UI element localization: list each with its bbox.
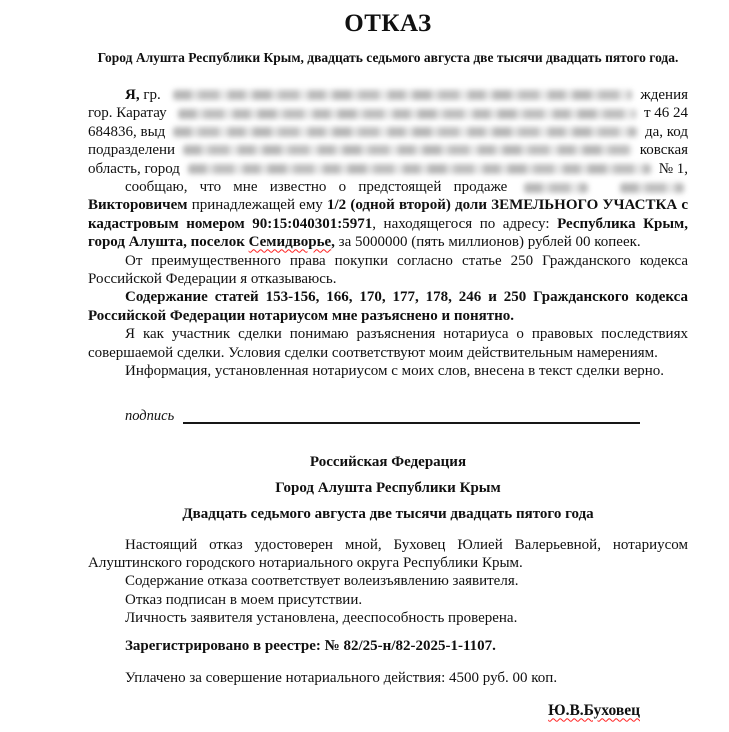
text-segment: принадлежащей ему <box>187 197 327 214</box>
identity-line <box>88 104 688 122</box>
text-segment: № 1, <box>658 160 688 177</box>
signature-label: подпись <box>125 407 175 424</box>
text-segment: Викторовичем <box>88 197 188 214</box>
text-segment: , находящегося по адресу: <box>372 215 558 232</box>
content-statement: Содержание отказа соответствует волеизъявлению заявителя. <box>125 573 519 590</box>
text-segment: за 5000000 (пять миллионов) рублей 00 копеек. <box>334 234 641 251</box>
text-segment: гр. <box>139 87 165 103</box>
redacted-text <box>183 145 632 155</box>
identity-verified-statement: Личность заявителя установлена, дееспособность проверена. <box>125 610 518 627</box>
text-segment: Семидворье <box>248 234 332 251</box>
text-segment: да, код <box>644 123 688 140</box>
identity-line <box>88 86 688 104</box>
text-segment <box>688 179 692 195</box>
text-segment: Я, <box>125 87 140 103</box>
text-segment: т 46 24 <box>643 105 688 122</box>
registry-number-line: Зарегистрировано в реестре: № 82/25-н/82-2025-1-1107. <box>125 637 496 654</box>
identity-line <box>88 160 688 178</box>
certification-date: Двадцать седьмого августа две тысячи двадцать пятого года <box>182 505 594 522</box>
text-segment: гор. Каратау <box>88 105 171 122</box>
place-date-line: Город Алушта Республики Крым, двадцать седьмого августа две тысячи двадцать пятого года. <box>97 50 679 65</box>
document-title: ОТКАЗ <box>344 10 432 37</box>
signature-line <box>183 408 640 424</box>
text-segment: 1/2 (одной второй) доли ЗЕМЕЛЬНОГО УЧАСТКА с кадастровым номером 90:15:040301:5971 <box>88 197 692 232</box>
text-segment: ковская <box>639 142 688 159</box>
attestation-paragraph: Настоящий отказ удостоверен мной, Буховец Юлией Валерьевной, нотариусом Алуштинского городского нотариального округа Республики Крым. <box>88 536 688 571</box>
redacted-text <box>188 164 651 174</box>
signature-row <box>125 408 640 424</box>
certification-country: Российская Федерация <box>309 453 467 470</box>
articles-explained-paragraph: Содержание статей 153-156, 166, 170, 177, 178, 246 и 250 Гражданского кодекса Российской Федерации нотариусом мне разъяснено и понятно. <box>88 289 688 324</box>
text-segment: область, город <box>88 160 180 177</box>
redacted-text <box>173 127 637 137</box>
identity-line <box>88 123 688 141</box>
notary-signature-block <box>88 702 640 720</box>
text-segment: , <box>331 234 335 251</box>
redacted-text <box>178 109 636 119</box>
text-segment: Республика Крым, город Алушта, поселок <box>88 215 692 251</box>
sale-notice-paragraph <box>88 178 692 252</box>
text-segment: 684836, выд <box>88 123 166 140</box>
text-segment <box>592 179 616 195</box>
text-segment: сообщаю, что мне известно о предстоящей продаже <box>125 179 520 196</box>
certification-city: Город Алушта Республики Крым <box>275 479 501 496</box>
signed-in-presence-statement: Отказ подписан в моем присутствии. <box>125 591 363 608</box>
notarial-fee-line: Уплачено за совершение нотариального действия: 4500 руб. 00 коп. <box>125 669 558 686</box>
redacted-text <box>524 183 588 193</box>
refusal-paragraph: От преимущественного права покупки согласно статье 250 Гражданского кодекса Российской Федерации я отказываюсь. <box>88 252 688 288</box>
text-segment: подразделени <box>88 142 176 159</box>
identity-line <box>88 141 688 159</box>
identity-paragraph-redacted <box>88 86 688 178</box>
notarial-certification-section <box>88 454 688 721</box>
redacted-text <box>620 183 684 193</box>
information-paragraph: Информация, установленная нотариусом с моих слов, внесена в текст сделки верно. <box>125 363 665 380</box>
text-segment: ждения <box>640 87 688 103</box>
notary-signature-name: Ю.В.Буховец <box>548 702 640 720</box>
understanding-paragraph: Я как участник сделки понимаю разъяснения нотариуса о правовых последствиях совершаемой сделки. Условия сделки соответствуют моим действительным намерениям. <box>88 326 688 361</box>
redacted-text <box>173 90 633 100</box>
